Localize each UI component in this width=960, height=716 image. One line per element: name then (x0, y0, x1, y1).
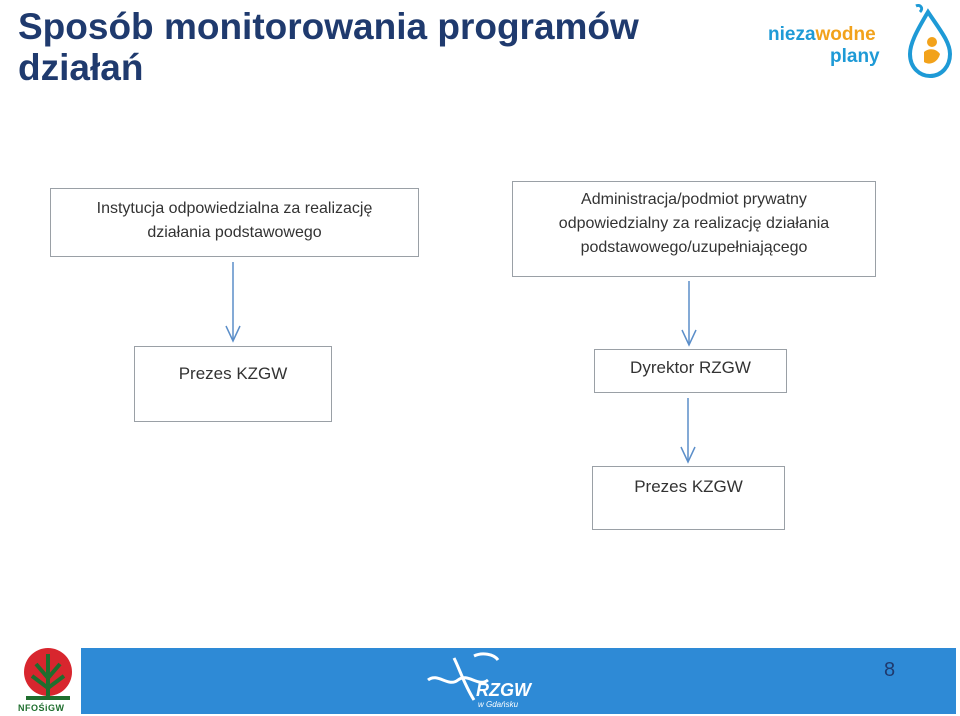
page-number: 8 (884, 659, 896, 681)
left-box-institution-text: Instytucja odpowiedzialna za realizację działania podstawowego (96, 200, 373, 241)
left-box-prezes-kzgw-text: Prezes KZGW (178, 364, 288, 383)
slide-title-line2: działań (18, 47, 144, 88)
nfosigw-label: NFOŚiGW (18, 703, 65, 713)
rzgw-sub-label: w Gdańsku (478, 700, 519, 709)
logo-word-blue: nieza (768, 24, 816, 45)
logo-word-orange: wodne (815, 24, 876, 45)
right-box-dyrektor-rzgw-text: Dyrektor RZGW (630, 358, 751, 377)
logo-text-line2: plany (830, 46, 880, 67)
right-box-administration-text: Administracja/podmiot prywatny odpowiedzialny za realizację działania podstawowego/uzupełniającego (558, 191, 830, 256)
slide-title-line1: Sposób monitorowania programów (18, 6, 639, 47)
rzgw-label: RZGW (476, 680, 531, 700)
right-box-prezes-kzgw-text: Prezes KZGW (634, 477, 743, 496)
